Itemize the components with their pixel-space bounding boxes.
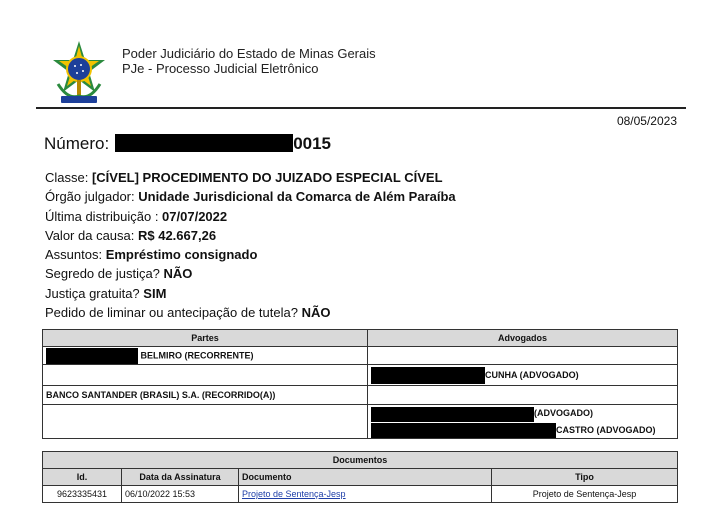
parte-cell: BANCO SANTANDER (BRASIL) S.A. (RECORRIDO(A)) <box>43 386 368 405</box>
field-assuntos <box>45 245 456 264</box>
advogado-cell <box>368 405 678 439</box>
table-row <box>43 486 678 503</box>
advogado-name: CASTRO (ADVOGADO) <box>556 424 656 435</box>
col-header-tipo: Tipo <box>492 469 678 486</box>
advogado-cell <box>368 386 678 405</box>
doc-id: 9623335431 <box>43 486 122 503</box>
doc-date: 06/10/2022 15:53 <box>122 486 239 503</box>
redaction-box <box>371 423 556 438</box>
field-liminar <box>45 303 456 322</box>
advogado-cell <box>368 365 678 386</box>
field-value: SIM <box>143 285 167 301</box>
field-label: Valor da causa: <box>45 227 138 243</box>
field-gratuita <box>45 284 456 303</box>
field-value: [CÍVEL] PROCEDIMENTO DO JUIZADO ESPECIAL CÍVEL <box>91 170 443 185</box>
advogado-cell <box>368 347 678 365</box>
redaction-box <box>371 367 485 384</box>
advogado-name: (ADVOGADO) <box>534 408 593 419</box>
doc-type: Projeto de Sentença-Jesp <box>492 486 678 503</box>
field-label: Assuntos: <box>45 247 106 263</box>
org-line-2: PJe - Processo Judicial Eletrônico <box>122 61 319 76</box>
field-label: Classe: <box>45 170 92 185</box>
redaction-box <box>46 348 138 364</box>
field-label: Pedido de liminar ou antecipação de tutela? <box>45 305 302 321</box>
document-header <box>0 0 707 110</box>
field-valor <box>45 226 456 245</box>
field-value: NÃO <box>163 266 193 282</box>
col-header-data: Data da Assinatura <box>122 469 239 486</box>
field-distribuicao <box>45 207 456 226</box>
parte-name: BELMIRO (RECORRENTE) <box>140 349 254 360</box>
field-label: Segredo de justiça? <box>45 266 164 282</box>
document-date: 08/05/2023 <box>616 114 677 128</box>
field-orgao <box>45 187 456 206</box>
header-divider <box>36 107 686 109</box>
field-segredo <box>45 264 456 283</box>
redaction-box <box>371 407 534 422</box>
advogado-name: CUNHA (ADVOGADO) <box>485 369 579 380</box>
field-label: Última distribuição : <box>45 208 163 224</box>
org-line-1: Poder Judiciário do Estado de Minas Gerais <box>122 46 376 61</box>
col-header-advogados: Advogados <box>368 330 678 347</box>
parte-cell <box>43 365 368 386</box>
process-number <box>44 134 331 154</box>
field-value: R$ 42.667,26 <box>137 227 217 243</box>
documents-table <box>42 451 678 503</box>
redaction-box <box>115 134 293 152</box>
field-value: Unidade Jurisdicional da Comarca de Além Paraíba <box>138 189 456 205</box>
col-header-documento: Documento <box>239 469 492 486</box>
table-row <box>43 386 678 405</box>
organization-name <box>122 46 376 76</box>
document-link[interactable]: Projeto de Sentença-Jesp <box>239 486 492 503</box>
process-number-suffix: 0015 <box>293 134 332 153</box>
field-classe <box>45 168 456 187</box>
coat-of-arms-icon <box>48 40 110 106</box>
documents-title: Documentos <box>43 452 678 469</box>
table-row <box>43 347 678 365</box>
field-value: 07/07/2022 <box>162 208 228 224</box>
table-row <box>43 365 678 386</box>
case-fields <box>45 168 456 322</box>
parties-table <box>42 329 678 439</box>
col-header-id: Id. <box>43 469 122 486</box>
field-label: Órgão julgador: <box>45 189 139 205</box>
parte-cell <box>43 405 368 439</box>
process-number-label: Número: <box>44 134 110 153</box>
field-label: Justiça gratuita? <box>45 285 144 301</box>
field-value: Empréstimo consignado <box>105 247 258 263</box>
field-value: NÃO <box>301 305 331 321</box>
table-row <box>43 405 678 439</box>
col-header-partes: Partes <box>43 330 368 347</box>
parte-cell <box>43 347 368 365</box>
